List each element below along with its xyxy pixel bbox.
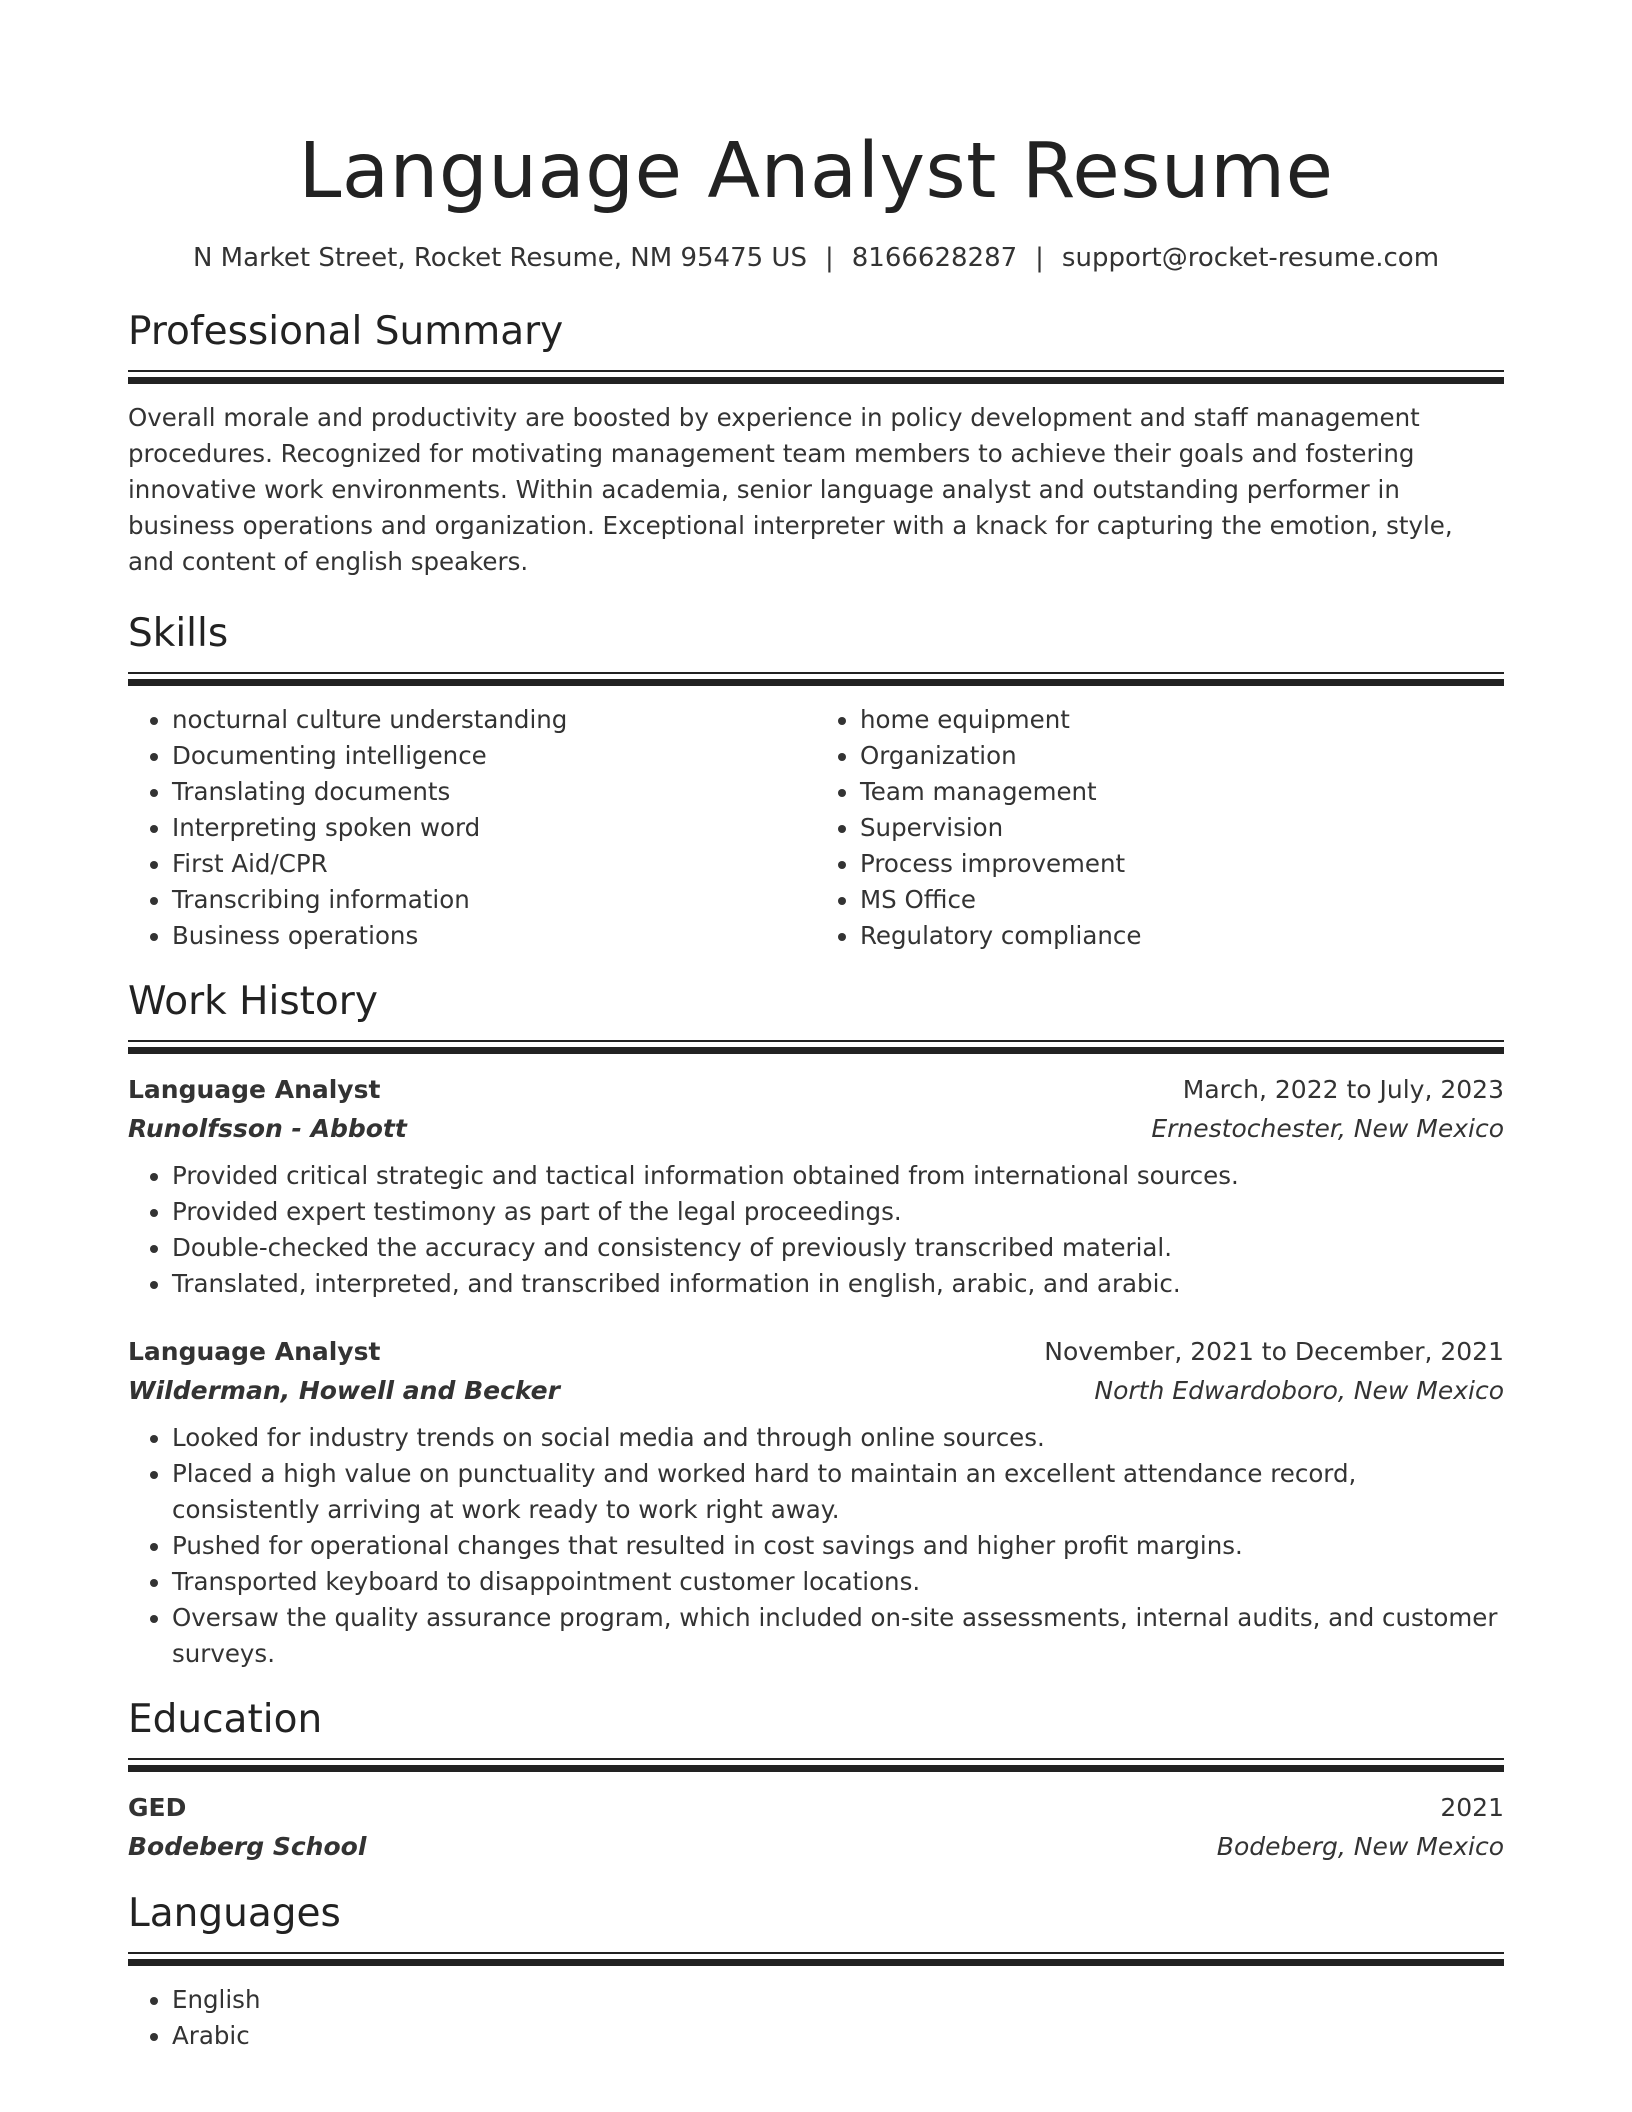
skill-item: • Interpreting spoken word [172, 810, 816, 846]
job-entry [128, 1070, 1504, 1302]
skills-column-left [128, 702, 816, 954]
skills-list [128, 702, 1504, 954]
contact-separator: | [824, 243, 834, 273]
education-location: Bodeberg, New Mexico [1216, 1832, 1504, 1861]
contact-address: N Market Street, Rocket Resume, NM 95475 US [192, 243, 807, 273]
job-bullet: • Provided expert testimony as part of the legal proceedings. [172, 1194, 1504, 1230]
job-dates: March, 2022 to July, 2023 [1182, 1075, 1504, 1104]
skill-item: • Business operations [172, 918, 816, 954]
work-history-heading: Work History [128, 979, 378, 1024]
section-divider [128, 1040, 1504, 1054]
job-bullet: • Oversaw the quality assurance program, which included on-site assessments, internal audits, and customer surveys. [172, 1600, 1504, 1672]
job-title: Language Analyst [128, 1075, 381, 1104]
languages-section [128, 1888, 1504, 2054]
job-location: North Edwardoboro, New Mexico [1094, 1376, 1504, 1405]
language-item: • English [172, 1982, 1504, 2018]
skills-heading: Skills [128, 611, 229, 656]
education-heading: Education [128, 1697, 323, 1742]
education-section [128, 1694, 1504, 1866]
skills-column-right [816, 702, 1504, 954]
skill-item: • Organization [860, 738, 1504, 774]
skill-item: • Documenting intelligence [172, 738, 816, 774]
job-bullet: • Provided critical strategic and tactical information obtained from international sources. [172, 1158, 1504, 1194]
skill-item: • Supervision [860, 810, 1504, 846]
skill-item: • home equipment [860, 702, 1504, 738]
summary-section [128, 306, 1504, 580]
skill-item: • nocturnal culture understanding [172, 702, 816, 738]
summary-text: Overall morale and productivity are boosted by experience in policy development and staff management procedures. Recognized for motivating management team members to achieve their goals and fostering innovative work environments. Within academia, senior language analyst and outstanding performer in business operations and organization. Exceptional interpreter with a knack for capturing the emotion, style, and content of english speakers. [128, 403, 1453, 576]
education-school: Bodeberg School [128, 1832, 367, 1861]
job-bullet: • Transported keyboard to disappointment customer locations. [172, 1564, 1504, 1600]
education-year: 2021 [1440, 1793, 1504, 1822]
section-divider [128, 1952, 1504, 1966]
summary-heading: Professional Summary [128, 309, 564, 354]
skill-item: • Regulatory compliance [860, 918, 1504, 954]
job-bullets [128, 1420, 1504, 1672]
contact-phone: 8166628287 [851, 243, 1018, 273]
skill-item: • First Aid/CPR [172, 846, 816, 882]
language-item: • Arabic [172, 2018, 1504, 2054]
section-divider [128, 672, 1504, 686]
job-dates: November, 2021 to December, 2021 [1044, 1337, 1504, 1366]
skill-item: • Transcribing information [172, 882, 816, 918]
job-company: Wilderman, Howell and Becker [128, 1376, 560, 1405]
work-history-section [128, 976, 1504, 1672]
job-bullets [128, 1158, 1504, 1302]
languages-heading: Languages [128, 1891, 341, 1936]
job-title: Language Analyst [128, 1337, 381, 1366]
job-bullet: • Placed a high value on punctuality and worked hard to maintain an excellent attendance record, consistently arriving at work ready to work right away. [172, 1456, 1504, 1528]
skill-item: • Translating documents [172, 774, 816, 810]
skills-section [128, 608, 1504, 954]
job-bullet: • Looked for industry trends on social media and through online sources. [172, 1420, 1504, 1456]
skill-item: • Process improvement [860, 846, 1504, 882]
section-divider [128, 370, 1504, 384]
education-degree: GED [128, 1793, 187, 1822]
skill-item: • MS Office [860, 882, 1504, 918]
job-location: Ernestochester, New Mexico [1151, 1114, 1504, 1143]
job-bullet: • Pushed for operational changes that resulted in cost savings and higher profit margins. [172, 1528, 1504, 1564]
job-bullet: • Translated, interpreted, and transcribed information in english, arabic, and arabic. [172, 1266, 1504, 1302]
contact-line [128, 240, 1504, 276]
job-bullet: • Double-checked the accuracy and consistency of previously transcribed material. [172, 1230, 1504, 1266]
job-company: Runolfsson - Abbott [128, 1114, 407, 1143]
contact-email: support@rocket-resume.com [1061, 243, 1440, 273]
skill-item: • Team management [860, 774, 1504, 810]
languages-list [128, 1982, 1504, 2054]
resume-title: Language Analyst Resume [298, 127, 1334, 216]
section-divider [128, 1758, 1504, 1772]
job-entry [128, 1332, 1504, 1672]
contact-separator: | [1035, 243, 1044, 273]
